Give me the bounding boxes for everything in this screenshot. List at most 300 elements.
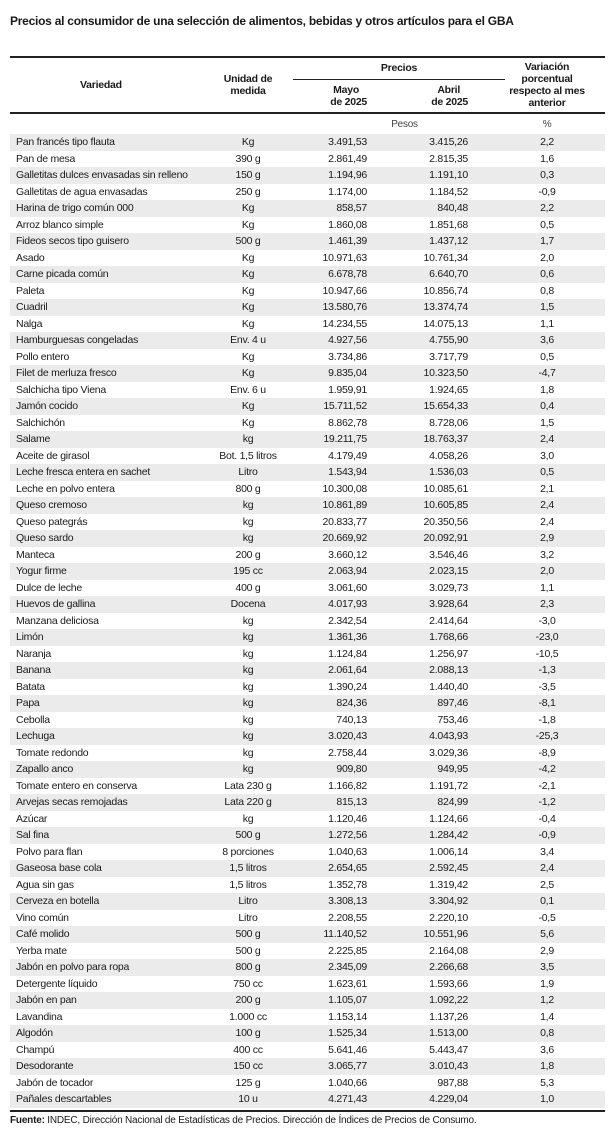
variety-cell: Desodorante — [10, 1058, 205, 1075]
variation-cell: 0,8 — [540, 284, 554, 297]
variety-cell: Hamburguesas congeladas — [10, 332, 205, 349]
variation-cell: 2,4 — [489, 431, 605, 448]
price-april-cell: 2.266,68 — [371, 959, 489, 976]
header-variacion-line3: respecto al mes — [509, 85, 585, 97]
price-may-cell: 1.361,36 — [291, 629, 371, 646]
header-abril-line2: de 2025 — [431, 95, 469, 108]
source-label: Fuente: — [10, 1114, 45, 1126]
unit-cell: kg — [205, 629, 291, 646]
variation-cell: 2,9 — [540, 944, 554, 957]
table-row — [10, 712, 605, 729]
price-april-cell: 4.058,26 — [429, 449, 469, 462]
variety-cell: Huevos de gallina — [10, 596, 205, 613]
table-row — [10, 860, 605, 877]
table-row — [10, 217, 605, 234]
variety-cell: Manteca — [16, 548, 55, 561]
variation-cell: 1,0 — [489, 1091, 605, 1108]
unit-cell: kg — [205, 497, 291, 514]
price-april-cell: 1.006,14 — [429, 845, 469, 858]
variety-cell: Cuadril — [10, 299, 205, 316]
table-row — [10, 926, 605, 943]
price-may-cell: 1.272,56 — [291, 827, 371, 844]
table-row — [10, 959, 605, 976]
variety-cell: Batata — [16, 680, 45, 693]
variety-cell: Salchicha tipo Viena — [16, 383, 106, 396]
table-row — [10, 827, 605, 844]
variety-cell: Queso pategrás — [16, 515, 88, 528]
variation-cell: 1,6 — [540, 152, 554, 165]
header-abril-line1: Abril — [437, 83, 461, 96]
unit-cell: Litro — [238, 911, 258, 924]
price-may-cell: 3.065,77 — [291, 1058, 371, 1075]
price-may-cell: 11.140,52 — [291, 926, 371, 943]
price-may-cell: 15.711,52 — [291, 398, 371, 415]
price-april-cell: 840,48 — [371, 200, 489, 217]
variation-cell: -10,5 — [535, 647, 559, 660]
unit-cell: kg — [205, 662, 291, 679]
table-row — [10, 365, 605, 382]
table-row — [10, 415, 605, 432]
table-header — [10, 57, 605, 113]
unit-cell: Kg — [241, 317, 255, 330]
price-table-container — [10, 56, 605, 1126]
price-may-cell: 3.660,12 — [328, 548, 367, 561]
table-row — [10, 1025, 605, 1042]
variation-cell: 2,5 — [540, 878, 554, 891]
unit-cell: Lata 220 g — [205, 794, 291, 811]
price-april-cell: 1.092,22 — [371, 992, 489, 1009]
unit-cell: 400 g — [235, 581, 261, 594]
price-april-cell: 18.763,37 — [371, 431, 489, 448]
variation-cell: 0,5 — [489, 464, 605, 481]
variation-cell: 2,4 — [489, 497, 605, 514]
unit-cell: Litro — [205, 893, 291, 910]
variation-cell: 1,7 — [489, 233, 605, 250]
price-april-cell: 20.350,56 — [423, 515, 469, 528]
price-april-cell: 5.443,47 — [429, 1043, 469, 1056]
unit-cell: Env. 6 u — [230, 383, 266, 396]
price-april-cell: 753,46 — [437, 713, 469, 726]
unit-cell: Kg — [205, 398, 291, 415]
price-april-cell: 1.137,26 — [429, 1010, 469, 1023]
variation-cell: -1,3 — [489, 662, 605, 679]
table-row — [10, 332, 605, 349]
price-april-cell: 14.075,13 — [423, 317, 469, 330]
table-row — [10, 943, 605, 960]
variety-cell: Salame — [10, 431, 205, 448]
price-may-cell: 4.927,56 — [291, 332, 371, 349]
variety-cell: Lechuga — [10, 728, 205, 745]
variation-cell: 0,6 — [489, 266, 605, 283]
variation-cell: -8,9 — [538, 746, 556, 759]
price-april-cell: 8.728,06 — [429, 416, 469, 429]
variation-cell: 1,8 — [489, 1058, 605, 1075]
variety-cell: Cerveza en botella — [10, 893, 205, 910]
unit-cell: Kg — [205, 299, 291, 316]
variety-cell: Gaseosa base cola — [10, 860, 205, 877]
price-may-cell: 1.040,63 — [328, 845, 367, 858]
price-may-cell: 1.194,96 — [291, 167, 371, 184]
unit-cell: Docena — [205, 596, 291, 613]
table-row — [10, 629, 605, 646]
units-pesos: Pesos — [391, 118, 418, 130]
price-april-cell: 10.085,61 — [423, 482, 469, 495]
price-may-cell: 2.061,64 — [291, 662, 371, 679]
variation-cell: -1,8 — [538, 713, 556, 726]
variation-cell: 2,4 — [489, 860, 605, 877]
variety-cell: Yerba mate — [16, 944, 67, 957]
variation-cell: 3,6 — [540, 1043, 554, 1056]
variation-cell: 2,1 — [540, 482, 554, 495]
variety-cell: Jabón en polvo para ropa — [10, 959, 205, 976]
unit-cell: 200 g — [235, 548, 261, 561]
price-april-cell: 949,95 — [371, 761, 489, 778]
price-may-cell: 10.971,63 — [322, 251, 367, 264]
table-row — [10, 679, 605, 696]
variety-cell: Pan de mesa — [16, 152, 76, 165]
variety-cell: Jamón cocido — [10, 398, 205, 415]
header-unidad-line1: Unidad de — [223, 73, 273, 85]
price-april-cell: 1.191,72 — [429, 779, 469, 792]
header-variacion-line2: porcentual — [521, 73, 573, 85]
table-title: Precios al consumidor de una selección de alimentos, bebidas y otros artículos para el GBA — [10, 14, 514, 28]
variety-cell: Pan francés tipo flauta — [10, 134, 205, 151]
unit-cell: Kg — [205, 134, 291, 151]
price-may-cell: 20.669,92 — [291, 530, 371, 547]
variety-cell: Leche fresca entera en sachet — [10, 464, 205, 481]
header-precios-label: Precios — [293, 58, 505, 80]
price-may-cell: 6.678,78 — [291, 266, 371, 283]
unit-cell: kg — [242, 647, 254, 660]
price-may-cell: 1.105,07 — [291, 992, 371, 1009]
variation-cell: 5,6 — [489, 926, 605, 943]
variety-cell: Banana — [10, 662, 205, 679]
variation-cell: 1,4 — [540, 1010, 554, 1023]
variation-cell: 0,5 — [540, 218, 554, 231]
price-april-cell: 2.088,13 — [371, 662, 489, 679]
variation-cell: -2,1 — [538, 779, 556, 792]
variation-cell: 2,0 — [540, 251, 554, 264]
variation-cell: 1,9 — [540, 977, 554, 990]
variety-cell: Zapallo anco — [10, 761, 205, 778]
source-text: INDEC, Dirección Nacional de Estadísticas de Precios. Dirección de Índices de Precios de Consumo. — [44, 1114, 477, 1126]
unit-cell: 125 g — [235, 1076, 261, 1089]
price-may-cell: 1.959,91 — [328, 383, 367, 396]
table-row — [10, 431, 605, 448]
variety-cell: Arroz blanco simple — [16, 218, 104, 231]
price-april-cell: 3.010,43 — [371, 1058, 489, 1075]
price-may-cell: 2.063,94 — [291, 563, 371, 580]
price-may-cell: 1.124,84 — [328, 647, 367, 660]
variety-cell: Limón — [10, 629, 205, 646]
unit-cell: 800 g — [205, 959, 291, 976]
price-may-cell: 4.017,93 — [291, 596, 371, 613]
variety-cell: Pollo entero — [16, 350, 70, 363]
price-april-cell: 3.415,26 — [371, 134, 489, 151]
table-row — [10, 200, 605, 217]
unit-cell: 200 g — [205, 992, 291, 1009]
variety-cell: Queso cremoso — [10, 497, 205, 514]
variety-cell: Polvo para flan — [16, 845, 83, 858]
price-may-cell: 19.211,75 — [291, 431, 371, 448]
variety-cell: Aceite de girasol — [16, 449, 90, 462]
price-april-cell: 2.815,35 — [429, 152, 469, 165]
unit-cell: kg — [205, 695, 291, 712]
table-row — [10, 547, 605, 564]
variety-cell: Detergente líquido — [16, 977, 98, 990]
price-april-cell: 13.374,74 — [371, 299, 489, 316]
variety-cell: Queso sardo — [10, 530, 205, 547]
variation-cell: 3,5 — [489, 959, 605, 976]
variation-cell: -4,2 — [489, 761, 605, 778]
table-row — [10, 728, 605, 745]
variation-cell: 1,1 — [540, 317, 554, 330]
price-april-cell: 3.928,64 — [371, 596, 489, 613]
price-may-cell: 1.461,39 — [291, 233, 371, 250]
header-variedad: Variedad — [10, 57, 205, 112]
price-april-cell: 897,46 — [371, 695, 489, 712]
variety-cell: Papa — [10, 695, 205, 712]
variation-cell: 2,0 — [489, 563, 605, 580]
variety-cell: Tomate redondo — [16, 746, 89, 759]
unit-cell: 10 u — [205, 1091, 291, 1108]
source-note — [10, 1115, 605, 1126]
price-april-cell: 10.856,74 — [423, 284, 469, 297]
price-may-cell: 1.352,78 — [328, 878, 367, 891]
table-row — [10, 745, 605, 762]
variety-cell: Nalga — [16, 317, 43, 330]
unit-cell: kg — [205, 530, 291, 547]
variety-cell: Arvejas secas remojadas — [10, 794, 205, 811]
price-table — [10, 56, 605, 1108]
price-april-cell: 824,99 — [371, 794, 489, 811]
variety-cell: Jabón de tocador — [16, 1076, 94, 1089]
price-may-cell: 1.525,34 — [291, 1025, 371, 1042]
variation-cell: 1,8 — [540, 383, 554, 396]
price-may-cell: 3.734,86 — [328, 350, 367, 363]
variation-cell: -23,0 — [489, 629, 605, 646]
table-row — [10, 448, 605, 465]
price-may-cell: 2.225,85 — [328, 944, 367, 957]
price-may-cell: 3.061,60 — [328, 581, 367, 594]
unit-cell: Kg — [205, 200, 291, 217]
price-april-cell: 20.092,91 — [371, 530, 489, 547]
price-may-cell: 1.040,66 — [328, 1076, 367, 1089]
unit-cell: Kg — [205, 365, 291, 382]
price-may-cell: 5.641,46 — [328, 1043, 367, 1056]
price-april-cell: 6.640,70 — [371, 266, 489, 283]
variety-cell: Harina de trigo común 000 — [10, 200, 205, 217]
price-april-cell: 1.851,68 — [429, 218, 469, 231]
price-april-cell: 1.924,65 — [429, 383, 469, 396]
header-variacion — [489, 57, 605, 112]
variety-cell: Filet de merluza fresco — [10, 365, 205, 382]
unit-cell: 500 g — [205, 827, 291, 844]
table-row — [10, 646, 605, 663]
unit-cell: 1,5 litros — [229, 878, 267, 891]
price-april-cell: 10.551,96 — [371, 926, 489, 943]
header-variacion-line1: Variación — [524, 61, 570, 73]
price-april-cell: 1.768,66 — [371, 629, 489, 646]
table-row — [10, 761, 605, 778]
price-may-cell: 3.308,13 — [291, 893, 371, 910]
price-may-cell: 3.020,43 — [291, 728, 371, 745]
table-row — [10, 349, 605, 366]
header-mayo — [291, 80, 371, 112]
table-row — [10, 283, 605, 300]
price-may-cell: 20.833,77 — [322, 515, 367, 528]
units-percent: % — [542, 118, 552, 130]
unit-cell: kg — [242, 515, 254, 528]
price-may-cell: 3.491,53 — [291, 134, 371, 151]
header-mayo-line2: de 2025 — [330, 95, 367, 108]
price-april-cell: 4.043,93 — [371, 728, 489, 745]
price-april-cell: 10.605,85 — [371, 497, 489, 514]
table-row — [10, 976, 605, 993]
price-april-cell: 10.761,34 — [423, 251, 469, 264]
price-april-cell: 2.414,64 — [429, 614, 469, 627]
table-row — [10, 530, 605, 547]
unit-cell: Bot. 1,5 litros — [219, 449, 277, 462]
table-row — [10, 316, 605, 333]
unit-cell: Kg — [241, 416, 255, 429]
price-april-cell: 987,88 — [437, 1076, 469, 1089]
variation-cell: 1,1 — [540, 581, 554, 594]
variety-cell: Asado — [16, 251, 45, 264]
price-april-cell: 1.513,00 — [371, 1025, 489, 1042]
table-row — [10, 811, 605, 828]
price-may-cell: 1.543,94 — [291, 464, 371, 481]
variation-cell: 3,4 — [540, 845, 554, 858]
variety-cell: Agua sin gas — [16, 878, 74, 891]
price-may-cell: 909,80 — [291, 761, 371, 778]
table-row — [10, 382, 605, 399]
price-may-cell: 1.174,00 — [328, 185, 367, 198]
table-row — [10, 1058, 605, 1075]
table-row — [10, 184, 605, 201]
table-row — [10, 481, 605, 498]
price-may-cell: 9.835,04 — [291, 365, 371, 382]
unit-cell: kg — [242, 680, 254, 693]
unit-cell: 390 g — [235, 152, 261, 165]
variation-cell: 0,1 — [489, 893, 605, 910]
price-may-cell: 1.860,08 — [328, 218, 367, 231]
table-body — [10, 113, 605, 1108]
variety-cell: Leche en polvo entera — [16, 482, 115, 495]
price-may-cell: 2.342,54 — [328, 614, 367, 627]
variety-cell: Algodón — [10, 1025, 205, 1042]
price-may-cell: 4.179,49 — [328, 449, 367, 462]
header-abril — [371, 80, 489, 112]
unit-cell: 100 g — [205, 1025, 291, 1042]
table-row — [10, 1042, 605, 1059]
table-row — [10, 794, 605, 811]
header-unidad — [205, 57, 291, 112]
variation-cell: -0,5 — [538, 911, 556, 924]
unit-cell: Kg — [205, 266, 291, 283]
variation-cell: -3,0 — [538, 614, 556, 627]
table-row — [10, 497, 605, 514]
variation-cell: 3,2 — [540, 548, 554, 561]
variation-cell: -25,3 — [489, 728, 605, 745]
price-april-cell: 1.437,12 — [371, 233, 489, 250]
price-april-cell: 1.536,03 — [371, 464, 489, 481]
variety-cell: Sal fina — [10, 827, 205, 844]
variation-cell: 2,2 — [489, 134, 605, 151]
unit-cell: 500 g — [235, 944, 261, 957]
unit-cell: 400 cc — [233, 1043, 263, 1056]
unit-cell: Kg — [241, 218, 255, 231]
header-mayo-line1: Mayo — [333, 83, 359, 96]
units-row — [10, 113, 605, 134]
price-april-cell: 2.023,15 — [371, 563, 489, 580]
price-april-cell: 1.256,97 — [429, 647, 469, 660]
variation-cell: 2,4 — [540, 515, 554, 528]
unit-cell: Env. 4 u — [205, 332, 291, 349]
price-may-cell: 824,36 — [291, 695, 371, 712]
variation-cell: -4,7 — [489, 365, 605, 382]
unit-cell: 250 g — [235, 185, 261, 198]
price-may-cell: 1.153,14 — [328, 1010, 367, 1023]
unit-cell: kg — [242, 614, 254, 627]
unit-cell: 150 cc — [205, 1058, 291, 1075]
unit-cell: Lata 230 g — [224, 779, 272, 792]
price-may-cell: 1.390,24 — [328, 680, 367, 693]
table-row — [10, 1009, 605, 1026]
header-precios — [291, 57, 489, 80]
variety-cell: Carne picada común — [10, 266, 205, 283]
variation-cell: 0,5 — [540, 350, 554, 363]
variation-cell: 0,8 — [489, 1025, 605, 1042]
variation-cell: -0,9 — [538, 185, 556, 198]
variation-cell: 2,2 — [489, 200, 605, 217]
table-row — [10, 1091, 605, 1108]
price-april-cell: 4.229,04 — [371, 1091, 489, 1108]
unit-cell: 1,5 litros — [205, 860, 291, 877]
unit-cell: Kg — [241, 251, 255, 264]
price-may-cell: 740,13 — [336, 713, 367, 726]
unit-cell: kg — [242, 746, 254, 759]
table-row — [10, 580, 605, 597]
variation-cell: 0,4 — [489, 398, 605, 415]
variety-cell: Galletitas dulces envasadas sin relleno — [10, 167, 205, 184]
price-may-cell: 1.120,46 — [328, 812, 367, 825]
price-april-cell: 15.654,33 — [371, 398, 489, 415]
table-row — [10, 613, 605, 630]
variation-cell: -3,5 — [538, 680, 556, 693]
price-april-cell: 3.546,46 — [429, 548, 469, 561]
table-row — [10, 266, 605, 283]
price-may-cell: 4.271,43 — [291, 1091, 371, 1108]
variety-cell: Manzana deliciosa — [16, 614, 99, 627]
price-april-cell: 1.184,52 — [429, 185, 469, 198]
unit-cell: 1.000 cc — [229, 1010, 267, 1023]
price-may-cell: 10.861,89 — [291, 497, 371, 514]
table-row — [10, 695, 605, 712]
unit-cell: Kg — [241, 284, 255, 297]
variation-cell: -0,9 — [489, 827, 605, 844]
unit-cell: kg — [205, 431, 291, 448]
price-april-cell: 2.164,08 — [429, 944, 469, 957]
unit-cell: 500 g — [205, 926, 291, 943]
unit-cell: 150 g — [205, 167, 291, 184]
variation-cell: 1,2 — [489, 992, 605, 1009]
table-row — [10, 563, 605, 580]
price-may-cell: 10.300,08 — [322, 482, 367, 495]
variety-cell: Pañales descartables — [10, 1091, 205, 1108]
price-april-cell: 10.323,50 — [371, 365, 489, 382]
table-row — [10, 596, 605, 613]
